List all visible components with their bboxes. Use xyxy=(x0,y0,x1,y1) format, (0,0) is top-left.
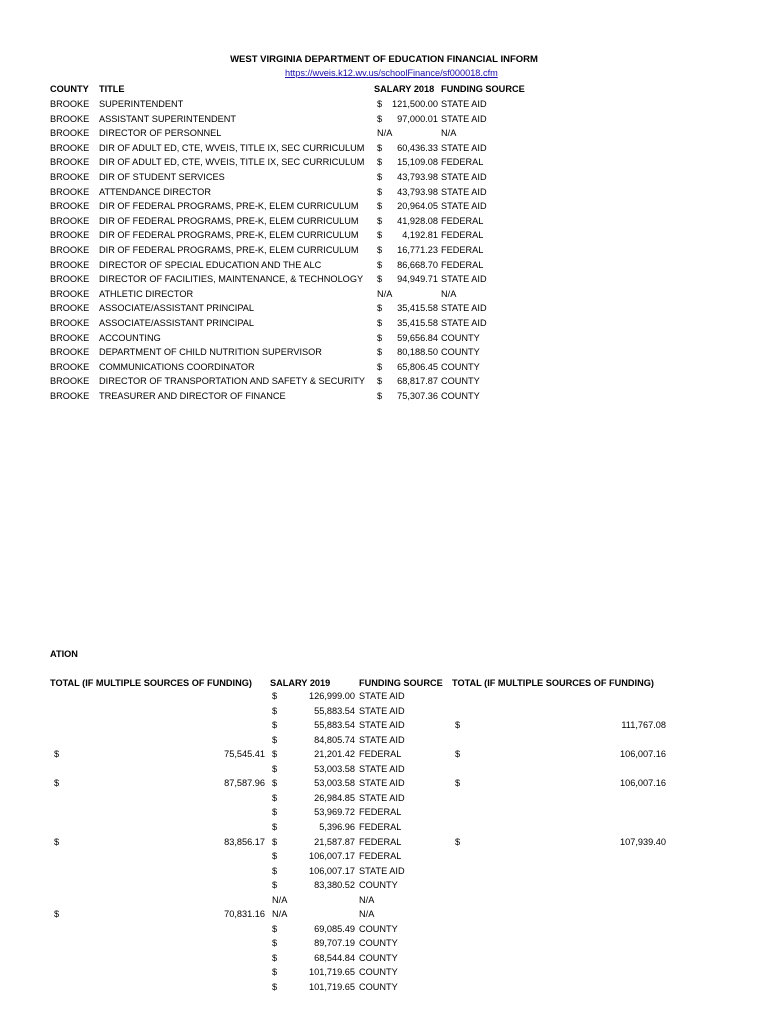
top-cell-salary: 16,771.23 xyxy=(397,245,438,255)
top-cell-title: DIRECTOR OF PERSONNEL xyxy=(99,128,222,139)
top-cell-dollar: $ xyxy=(377,157,383,168)
top-cell-county: BROOKE xyxy=(50,347,90,358)
top-cell-salary: 94,949.71 xyxy=(397,274,438,285)
top-cell-county: BROOKE xyxy=(50,142,90,153)
bottom-cell-sd: $ xyxy=(272,720,278,731)
bottom-cell-fund: N/A xyxy=(359,894,375,905)
col-header-funding-source-2019: FUNDING SOURCE xyxy=(359,678,443,688)
bottom-cell-fund: FEDERAL xyxy=(359,836,402,847)
top-cell-county: BROOKE xyxy=(50,215,90,226)
top-cell-county: BROOKE xyxy=(50,99,90,109)
top-cell-funding: FEDERAL xyxy=(441,259,484,270)
bottom-cell-sd: $ xyxy=(272,807,278,818)
bottom-cell-fund: COUNTY xyxy=(359,982,398,992)
source-link[interactable]: https://wveis.k12.wv.us/schoolFinance/sf000018.cfm xyxy=(285,68,498,78)
top-cell-funding: STATE AID xyxy=(441,186,487,197)
bottom-cell-sd: $ xyxy=(272,851,278,862)
bottom-cell-sd: $ xyxy=(272,691,278,701)
top-cell-salary: 43,793.98 xyxy=(397,172,438,182)
bottom-cell-sd: $ xyxy=(272,923,278,934)
top-cell-title: DIRECTOR OF TRANSPORTATION AND SAFETY & SECURITY xyxy=(99,376,365,387)
top-cell-title: TREASURER AND DIRECTOR OF FINANCE xyxy=(99,391,286,401)
top-cell-dollar: $ xyxy=(377,99,383,109)
bottom-cell-sal: 106,007.17 xyxy=(309,865,355,876)
top-cell-title: DIR OF FEDERAL PROGRAMS, PRE-K, ELEM CURRICULUM xyxy=(99,245,359,255)
top-cell-funding: STATE AID xyxy=(441,99,487,109)
top-cell-county: BROOKE xyxy=(50,245,90,255)
bottom-cell-sal: 5,396.96 xyxy=(319,821,355,832)
bottom-cell-sd: N/A xyxy=(272,909,288,920)
top-cell-funding: COUNTY xyxy=(441,391,480,401)
col-header-county: COUNTY xyxy=(50,84,89,94)
top-cell-county: BROOKE xyxy=(50,376,90,387)
top-cell-county: BROOKE xyxy=(50,172,90,182)
top-cell-funding: STATE AID xyxy=(441,318,487,328)
top-cell-dollar: $ xyxy=(377,259,383,270)
top-cell-dollar: $ xyxy=(377,215,383,226)
top-cell-county: BROOKE xyxy=(50,157,90,168)
bottom-cell-fund: STATE AID xyxy=(359,734,405,745)
top-cell-title: DIR OF FEDERAL PROGRAMS, PRE-K, ELEM CURRICULUM xyxy=(99,201,359,212)
top-cell-funding: COUNTY xyxy=(441,361,480,372)
bottom-cell-sd: $ xyxy=(272,938,278,949)
bottom-cell-fund: COUNTY xyxy=(359,967,398,978)
top-cell-county: BROOKE xyxy=(50,201,90,212)
bottom-cell-sal: 53,969.72 xyxy=(314,807,355,818)
bottom-cell-fund: COUNTY xyxy=(359,880,398,891)
bottom-cell-fund: COUNTY xyxy=(359,952,398,963)
top-cell-county: BROOKE xyxy=(50,332,90,343)
bottom-cell-t1d: $ xyxy=(54,778,60,789)
top-cell-salary: 121,500.00 xyxy=(392,99,438,109)
bottom-cell-fund: STATE AID xyxy=(359,792,405,803)
bottom-cell-t2d: $ xyxy=(455,749,461,760)
bottom-cell-sal: 21,587.87 xyxy=(314,836,355,847)
top-cell-salary: 59,656.84 xyxy=(397,332,438,343)
top-cell-funding: STATE AID xyxy=(441,113,487,124)
top-cell-title: ATHLETIC DIRECTOR xyxy=(99,288,194,299)
bottom-cell-fund: N/A xyxy=(359,909,375,920)
top-cell-title: DIR OF FEDERAL PROGRAMS, PRE-K, ELEM CURRICULUM xyxy=(99,215,359,226)
col-header-total-2: TOTAL (IF MULTIPLE SOURCES OF FUNDING) xyxy=(452,678,654,688)
top-cell-dollar: $ xyxy=(377,391,383,401)
top-cell-dollar: $ xyxy=(377,201,383,212)
top-cell-funding: COUNTY xyxy=(441,347,480,358)
col-header-title: TITLE xyxy=(99,84,125,94)
top-cell-funding: STATE AID xyxy=(441,274,487,285)
top-cell-county: BROOKE xyxy=(50,303,90,314)
bottom-cell-sd: $ xyxy=(272,836,278,847)
bottom-cell-fund: STATE AID xyxy=(359,705,405,716)
top-cell-title: SUPERINTENDENT xyxy=(99,99,184,109)
bottom-cell-sal: 106,007.17 xyxy=(309,851,355,862)
top-cell-county: BROOKE xyxy=(50,259,90,270)
bottom-cell-fund: STATE AID xyxy=(359,778,405,789)
bottom-cell-t1: 70,831.16 xyxy=(224,909,265,920)
top-cell-title: DIR OF ADULT ED, CTE, WVEIS, TITLE IX, SEC CURRICULUM xyxy=(99,157,365,168)
top-cell-salary: N/A xyxy=(377,288,393,299)
bottom-cell-t2d: $ xyxy=(455,836,461,847)
top-cell-salary: 65,806.45 xyxy=(397,361,438,372)
top-cell-county: BROOKE xyxy=(50,274,90,285)
bottom-cell-fund: FEDERAL xyxy=(359,807,402,818)
top-cell-funding: FEDERAL xyxy=(441,157,484,168)
top-cell-county: BROOKE xyxy=(50,318,90,328)
top-cell-dollar: $ xyxy=(377,245,383,255)
top-cell-title: ASSISTANT SUPERINTENDENT xyxy=(99,113,236,124)
bottom-cell-fund: COUNTY xyxy=(359,923,398,934)
top-cell-title: ASSOCIATE/ASSISTANT PRINCIPAL xyxy=(99,303,255,314)
bottom-cell-t2: 106,007.16 xyxy=(620,778,666,789)
top-cell-title: DIR OF FEDERAL PROGRAMS, PRE-K, ELEM CURRICULUM xyxy=(99,230,359,241)
bottom-cell-t1: 83,856.17 xyxy=(224,836,265,847)
top-cell-funding: COUNTY xyxy=(441,332,480,343)
top-cell-funding: N/A xyxy=(441,128,457,139)
bottom-cell-sal: 53,003.58 xyxy=(314,763,355,774)
top-cell-salary: 75,307.36 xyxy=(397,391,438,401)
bottom-cell-sal: 84,805.74 xyxy=(314,734,355,745)
bottom-cell-sd: N/A xyxy=(272,894,288,905)
top-cell-dollar: $ xyxy=(377,172,383,182)
bottom-cell-t2: 107,939.40 xyxy=(620,836,666,847)
bottom-cell-sal: 101,719.65 xyxy=(309,967,355,978)
top-cell-county: BROOKE xyxy=(50,186,90,197)
bottom-cell-t1d: $ xyxy=(54,836,60,847)
top-cell-salary: 35,415.58 xyxy=(397,318,438,328)
bottom-cell-fund: COUNTY xyxy=(359,938,398,949)
top-cell-title: ATTENDANCE DIRECTOR xyxy=(99,186,211,197)
bottom-cell-fund: STATE AID xyxy=(359,763,405,774)
bottom-cell-t2d: $ xyxy=(455,720,461,731)
top-cell-county: BROOKE xyxy=(50,361,90,372)
top-cell-funding: FEDERAL xyxy=(441,245,484,255)
bottom-cell-fund: STATE AID xyxy=(359,720,405,731)
bottom-cell-sd: $ xyxy=(272,763,278,774)
top-cell-funding: STATE AID xyxy=(441,142,487,153)
col-header-funding-source: FUNDING SOURCE xyxy=(441,84,525,94)
top-cell-dollar: $ xyxy=(377,347,383,358)
bottom-cell-sal: 55,883.54 xyxy=(314,720,355,731)
top-cell-funding: STATE AID xyxy=(441,201,487,212)
bottom-cell-t1d: $ xyxy=(54,749,60,760)
col-header-salary-2018: SALARY 2018 xyxy=(374,84,435,94)
bottom-cell-sd: $ xyxy=(272,778,278,789)
top-cell-title: DIRECTOR OF FACILITIES, MAINTENANCE, & TECHNOLOGY xyxy=(99,274,364,285)
top-cell-salary: 43,793.98 xyxy=(397,186,438,197)
ation-label: ATION xyxy=(50,649,78,659)
top-cell-county: BROOKE xyxy=(50,128,90,139)
col-header-total-1: TOTAL (IF MULTIPLE SOURCES OF FUNDING) xyxy=(50,678,252,688)
top-cell-salary: 41,928.08 xyxy=(397,215,438,226)
top-cell-salary: 20,964.05 xyxy=(397,201,438,212)
bottom-cell-t2: 111,767.08 xyxy=(621,720,666,731)
top-cell-county: BROOKE xyxy=(50,113,90,124)
bottom-cell-fund: FEDERAL xyxy=(359,851,402,862)
bottom-cell-sal: 101,719.65 xyxy=(309,982,355,992)
bottom-cell-sd: $ xyxy=(272,734,278,745)
top-cell-dollar: $ xyxy=(377,361,383,372)
bottom-cell-fund: STATE AID xyxy=(359,865,405,876)
bottom-cell-sd: $ xyxy=(272,967,278,978)
top-cell-salary: 86,668.70 xyxy=(397,259,438,270)
top-cell-dollar: $ xyxy=(377,186,383,197)
top-cell-title: DEPARTMENT OF CHILD NUTRITION SUPERVISOR xyxy=(99,347,322,358)
top-cell-salary: 60,436.33 xyxy=(397,142,438,153)
bottom-cell-sd: $ xyxy=(272,952,278,963)
bottom-cell-t1d: $ xyxy=(54,909,60,920)
bottom-cell-sal: 89,707.19 xyxy=(314,938,355,949)
bottom-cell-sd: $ xyxy=(272,749,278,760)
bottom-cell-sal: 126,999.00 xyxy=(309,691,355,701)
bottom-cell-fund: FEDERAL xyxy=(359,821,402,832)
top-cell-salary: 4,192.81 xyxy=(402,230,438,241)
bottom-cell-t2: 106,007.16 xyxy=(620,749,666,760)
bottom-cell-fund: FEDERAL xyxy=(359,749,402,760)
top-cell-title: COMMUNICATIONS COORDINATOR xyxy=(99,361,255,372)
top-cell-funding: STATE AID xyxy=(441,303,487,314)
bottom-cell-fund: STATE AID xyxy=(359,691,405,701)
bottom-cell-sd: $ xyxy=(272,821,278,832)
bottom-cell-t1: 75,545.41 xyxy=(224,749,265,760)
bottom-cell-sal: 53,003.58 xyxy=(314,778,355,789)
top-cell-salary: 35,415.58 xyxy=(397,303,438,314)
top-cell-county: BROOKE xyxy=(50,288,90,299)
top-cell-title: ASSOCIATE/ASSISTANT PRINCIPAL xyxy=(99,318,255,328)
top-cell-title: ACCOUNTING xyxy=(99,332,161,343)
top-cell-funding: FEDERAL xyxy=(441,230,484,241)
top-cell-dollar: $ xyxy=(377,303,383,314)
bottom-cell-sal: 21,201.42 xyxy=(314,749,355,760)
bottom-cell-t2d: $ xyxy=(455,778,461,789)
top-cell-dollar: $ xyxy=(377,142,383,153)
bottom-cell-sal: 69,085.49 xyxy=(314,923,355,934)
top-cell-dollar: $ xyxy=(377,376,383,387)
top-cell-title: DIR OF ADULT ED, CTE, WVEIS, TITLE IX, SEC CURRICULUM xyxy=(99,142,365,153)
top-cell-dollar: $ xyxy=(377,318,383,328)
top-cell-funding: N/A xyxy=(441,288,457,299)
top-cell-county: BROOKE xyxy=(50,230,90,241)
top-cell-funding: STATE AID xyxy=(441,172,487,182)
bottom-cell-sd: $ xyxy=(272,865,278,876)
top-cell-dollar: $ xyxy=(377,230,383,241)
top-cell-funding: FEDERAL xyxy=(441,215,484,226)
top-cell-dollar: $ xyxy=(377,274,383,285)
top-cell-salary: 68,817.87 xyxy=(397,376,438,387)
bottom-cell-sd: $ xyxy=(272,982,278,992)
top-cell-title: DIR OF STUDENT SERVICES xyxy=(99,172,225,182)
bottom-cell-sal: 26,984.85 xyxy=(314,792,355,803)
bottom-cell-sd: $ xyxy=(272,705,278,716)
top-cell-title: DIRECTOR OF SPECIAL EDUCATION AND THE ALC xyxy=(99,259,322,270)
bottom-cell-sd: $ xyxy=(272,880,278,891)
top-cell-salary: 97,000.01 xyxy=(397,113,438,124)
top-cell-salary: 15,109.08 xyxy=(397,157,438,168)
bottom-cell-sal: 83,380.52 xyxy=(314,880,355,891)
top-cell-county: BROOKE xyxy=(50,391,90,401)
bottom-cell-sal: 68,544.84 xyxy=(314,952,355,963)
top-cell-dollar: $ xyxy=(377,113,383,124)
top-cell-funding: COUNTY xyxy=(441,376,480,387)
bottom-cell-sal: 55,883.54 xyxy=(314,705,355,716)
top-cell-dollar: $ xyxy=(377,332,383,343)
col-header-salary-2019: SALARY 2019 xyxy=(270,678,331,688)
top-cell-salary: 80,188.50 xyxy=(397,347,438,358)
bottom-cell-sd: $ xyxy=(272,792,278,803)
top-cell-salary: N/A xyxy=(377,128,393,139)
document-title: WEST VIRGINIA DEPARTMENT OF EDUCATION FINANCIAL INFORM xyxy=(230,54,538,65)
bottom-cell-t1: 87,587.96 xyxy=(224,778,265,789)
